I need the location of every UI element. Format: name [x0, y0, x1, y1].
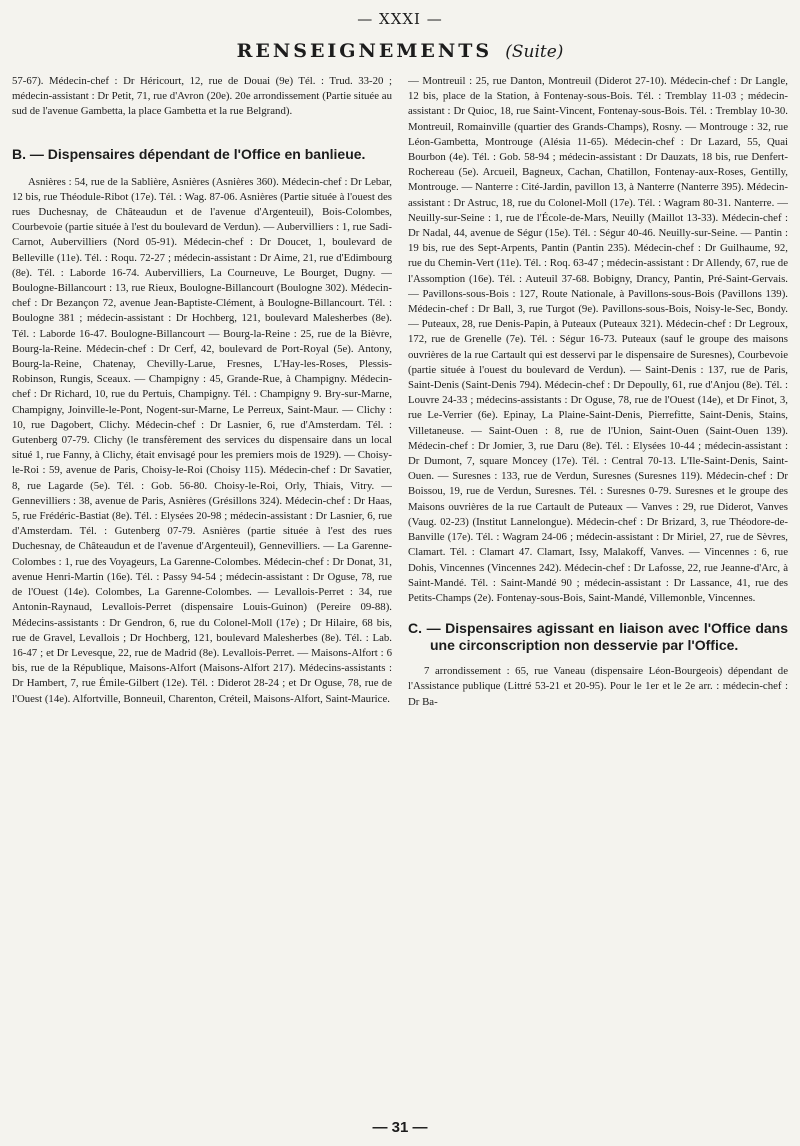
page-number: — 31 —: [372, 1119, 428, 1136]
page-title-suite: (Suite): [505, 42, 564, 62]
section-b-continuation: — Montreuil : 25, rue Danton, Montreuil (Diderot 27-10). Médecin-chef : Dr Langle, 12 bis, place de la Station, à Fontenay-sous-Bois. Tél. : Tremblay 11-03 ; médecin-assistant : Dr Quioc, 18, rue Saint-Vincent, Fontenay-sous-Bois. Tél. : Tremblay 10-30. Montreuil, Romainville (quartier des Grands-Champs), Rosny. — Montrouge : 32, rue Léon-Gambetta, Montrouge (Alésia 11-65). Médecin-chef : Dr Lazard, 55, Quai Bourbon (4e). Tél. : Gob. 58-94 ; médecin-assistant : Dr Dauzats, 18 bis, rue Denfert-Rochereau (5e). Arcueil, Bagneux, Cachan, Chatillon, Fontenay-aux-Roses, Gentilly, Montrouge. — Nanterre : Cité-Jardin, pavillon 13, à Nanterre (Nanterre 395). Médecin-assistant : Dr Astruc, 18, rue du Colonel-Moll (17e). Tél. : Wagram 80-31. Nanterre. — Neuilly-sur-Seine : 1, rue de l'École-de-Mars, Neuilly (Maillot 13-33). Médecin-chef : Dr Nadal, 44, avenue de Ségur (15e). Tél. : Ségur 40-46. Neuilly-sur-Seine. — Pantin : 19 bis, rue des Sept-Arpents, Pantin (Pantin 235). Médecin-chef : Dr Guilhaume, 92, rue du Chemin-Vert (11e). Tél. : Roq. 63-47 ; médecin-assistant : Dr Allendy, 67, rue de l'Assomption (16e). Tél. : Auteuil 37-68. Bobigny, Drancy, Pantin, Pré-Saint-Gervais. — Pavillons-sous-Bois : 127, Route Nationale, à Pavillons-sous-Bois (Pavillons 139). Médecin-chef : Dr Ball, 3, rue Turgot (9e). Pavillons-sous-Bois, Noisy-le-Sec, Bondy. — Puteaux, 28, rue Denis-Papin, à Puteaux (Puteaux 321). Médecin-chef : Dr Legroux, 172, rue de Grenelle (7e). Tél. : Ségur 16-73. Puteaux (sauf le groupe des maisons ouvrières de la rue Cartault qui est desservi par le dispensaire de Suresnes), Courbevoie (partie située à l'ouest du boulevard de Verdun). — Saint-Denis : 137, rue de Paris, Saint-Denis (Saint-Denis 794). Médecin-chef : Dr Depoully, 61, rue d'Anjou (8e). Tél. : Louvre 24-33 ; médecins-assistants : Dr Oguse, 78, rue de l'Ouest (14e), et Dr Finot, 3, rue Le-Verrier (6e). Epinay, La Plaine-Saint-Denis, Pierrefitte, Saint-Denis, Stains, Villetaneuse. — Saint-Ouen : 8, rue de l'Union, Saint-Ouen (Saint-Ouen 139). Médecin-chef : Dr Jomier, 3, rue Daru (8e). Tél. : Elysées 10-44 ; médecin-assistant : Dr Dumont, 7, square Moncey (17e). Tél. : Central 70-13. L'Ile-Saint-Denis, Saint-Ouen. — Suresnes : 133, rue de Verdun, Suresnes (Suresnes 119). Médecin-chef : Dr Boissou, 19, rue de Verdun, Suresnes. Tél. : Suresnes 0-79. Suresnes et le groupe des Maisons ouvrières de la rue Cartault de Puteaux — Vanves : 29, rue Diderot, Vanves (Vaug. 02-23) (Institut Lannelongue). Médecin-chef : Dr Brizard, 3, rue Théodore-de-Banville (17e). Tél. : Wagram 24-06 ; médecin-assistant : Dr Miriel, 27, rue de Sèvres, Clamart. Tél. : Clamart 47. Clamart, Issy, Malakoff, Vanves. — Vincennes : 6, rue Dohis, Vincennes (Vincennes 242). Médecin-chef : Dr Lafosse, 22, rue Jeanne-d'Arc, à Saint-Mandé. Tél. : Saint-Mandé 90 ; médecin-assistant : Dr Lassance, 41, rue des Petits-Champs (2e). Fontenay-sous-Bois, Saint-Mandé, Villemonble, Vincennes.: [408, 75, 788, 604]
right-column: [408, 74, 788, 1118]
page-title: RENSEIGNEMENTS: [236, 40, 493, 62]
section-c-heading: C. — Dispensaires agissant en liaison avec l'Office dans une circonscription non desservie par l'Office.: [408, 620, 788, 654]
running-page-number: — XXXI —: [357, 10, 443, 28]
page-header: [0, 40, 800, 62]
section-b-paragraph: Asnières : 54, rue de la Sablière, Asnières (Asnières 360). Médecin-chef : Dr Lebar, 12 bis, rue Théodule-Ribot (17e). Tél. : Wag. 87-06. Asnières (Partie située à l'ouest des rues Duchesnay, de Châteaudun et de l'avenue d'Argenteuil), Bois-Colombes, Courbevoie (partie située à l'est du boulevard de Verdun). — Aubervilliers : 1, rue Sadi-Carnot, Aubervilliers (Nord 05-91). Médecin-chef : Dr Doucet, 1, boulevard de Belleville (11e). Tél. : Roqu. 72-27 ; médecin-assistant : Dr Aime, 21, rue d'Edimbourg (8e). Tél. : Laborde 16-74. Aubervilliers, La Courneuve, Le Bourget, Dugny. — Boulogne-Billancourt : 13, rue Rieux, Boulogne-Billancourt (Boulogne 302). Médecin-chef : Dr Bezançon 72, avenue Jean-Baptiste-Clément, à Boulogne-Billancourt. Tél. : Boulogne 381 ; médecin-assistant : Dr Hochberg, 121, boulevard Malesherbes (8e). Tél. : Laborde 16-47. Boulogne-Billancourt — Bourg-la-Reine : 25, rue de la Bièvre, Bourg-la-Reine. Médecin-chef : Dr Cerf, 42, boulevard de Port-Royal (5e). Antony, Bourg-la-Reine, Chatenay, Chevilly-Larue, Fresnes, L'Hay-les-Roses, Plessis-Robinson, Rungis, Sceaux. — Champigny : 45, Grande-Rue, à Champigny. Médecin-chef : Dr Richard, 10, rue du Pertuis, Champigny. Tél. : Champigny 9. Bry-sur-Marne, Champigny, Joinville-le-Pont, Nogent-sur-Marne, Le Perreux, Saint-Maur. — Clichy : 10, rue Dagobert, Clichy. Médecin-chef : Dr Lasnier, 6, rue d'Amsterdam. Tél. : Gutenberg 07-79. Clichy (le transfèrement des services du dispensaire dans un local situé 1, rue Fanny, à Clichy, était envisagé pour les premiers mois de 1929). — Choisy-le-Roi : 59, avenue de Paris, Choisy-le-Roi (Choisy 115). Médecin-chef : Dr Savatier, 8, rue Lagarde (5e). Tél. : Gob. 56-80. Choisy-le-Roi, Orly, Thiais, Vitry. — Gennevilliers : 38, avenue de Paris, Asnières (Grésillons 324). Médecin-chef : Dr Haas, 5, rue Frédéric-Bastiat (8e). Tél. : Elysées 20-98 ; médecin-assistant : Dr Lasnier, 6, rue d'Amsterdam. Tél. : Gutenberg 07-79. Asnières (partie située à l'est des rues Duchesnay, de Châteaudun et de l'avenue d'Argenteuil), Gennevilliers. — La Garenne-Colombes : 1, rue des Voyageurs, La Garenne-Colombes. Médecin-chef : Dr Donat, 31, avenue Henri-Martin (16e). Tél. : Passy 94-54 ; médecin-assistant : Dr Oguse, 78, rue de l'Ouest (14e). Colombes, La Garenne-Colombes. — Levallois-Perret : 34, rue Antonin-Raynaud, Levallois-Perret (dispensaire Louis-Guinon) (Pereire 09-88). Médecins-assistants : Dr Gendron, 6, rue du Colonel-Moll (17e) ; Dr Hilaire, 68 bis, rue de Gravel, Levallois ; Dr Hochberg, 121, boulevard Malesherbes (8e). Tél. : Lab. 16-47 ; et Dr Levesque, 22, rue de Madrid (8e). Levallois-Perret. — Maisons-Alfort : 6 bis, rue de la République, Maisons-Alfort (Maisons-Alfort 217). Médecins-assistants : Dr Hambert, 7, rue Émile-Gilbert (12e). Tél. : Diderot 28-24 ; et Dr Oguse, 78, rue de l'Ouest (14e). Alfortville, Bonneuil, Charenton, Créteil, Maisons-Alfort, Saint-Maurice.: [12, 175, 392, 705]
intro-paragraph: 57-67). Médecin-chef : Dr Héricourt, 12, rue de Douai (9e) Tél. : Trud. 33-20 ; médecin-assistant : Dr Petit, 71, rue d'Avron (20e). 20e arrondissement (Partie située au sud de l'avenue Gambetta, la place Gambetta et la rue Belgrand).: [12, 75, 392, 118]
left-column: [12, 74, 392, 1118]
section-c-paragraph: 7 arrondissement : 65, rue Vaneau (dispensaire Léon-Bourgeois) dépendant de l'Assistance publique (Littré 53-21 et 20-95). Pour le 1er et le 2e arr. : médecin-chef : Dr Ba-: [408, 665, 788, 708]
section-b-heading: B. — Dispensaires dépendant de l'Office en banlieue.: [12, 145, 366, 162]
